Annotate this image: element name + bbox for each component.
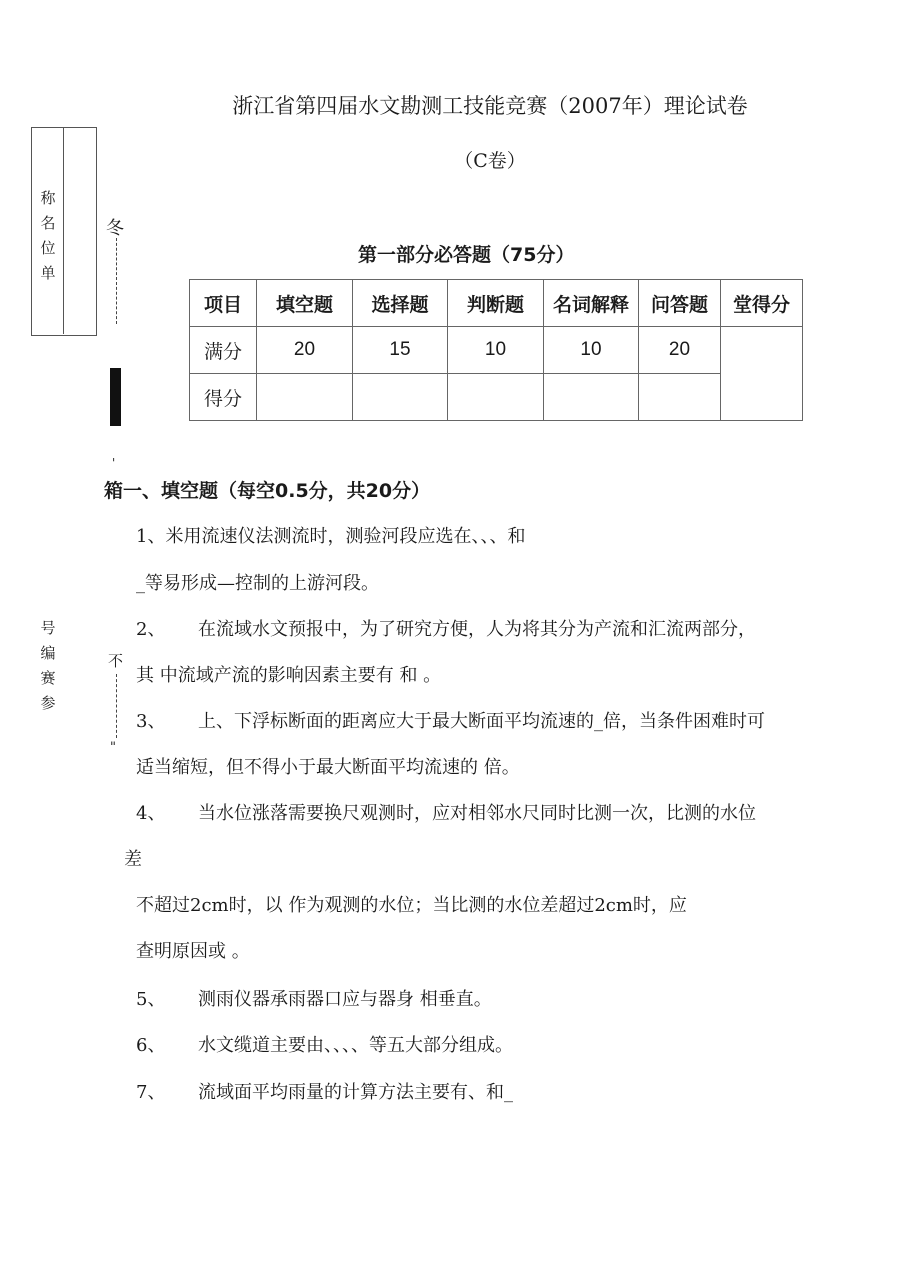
full-score-cell: 20 (257, 327, 353, 374)
score-table-header-row (190, 280, 803, 327)
got-score-cell[interactable] (544, 374, 639, 421)
got-score-cell[interactable] (353, 374, 448, 421)
got-score-cell[interactable] (639, 374, 721, 421)
q5-text: 测雨仪器承雨器口应与器身 相垂直。 (198, 989, 492, 1010)
q4-number: 4、 (136, 803, 166, 824)
full-score-label: 满分 (190, 327, 257, 374)
q3-text: 上、下浮标断面的距离应大于最大断面平均流速的_倍，当条件困难时可 (198, 711, 765, 732)
exam-title: 浙江省第四届水文勘测工技能竞赛（2007年）理论试卷 (232, 94, 748, 118)
id-char: 号 (40, 619, 56, 637)
id-char: 参 (40, 694, 56, 712)
header-cell: 名词解释 (544, 280, 639, 327)
q4-line3: 不超过2cm时，以 作为观测的水位；当比测的水位差超过2cm时，应 (136, 895, 687, 916)
full-score-row (190, 327, 803, 374)
q7-line1 (136, 1078, 513, 1104)
margin-dash-line-2 (116, 674, 117, 738)
q4-line1 (136, 799, 756, 825)
full-score-cell: 20 (639, 327, 721, 374)
id-char: 编 (40, 644, 56, 662)
q6-text: 水文缆道主要由、、、、等五大部分组成。 (198, 1035, 513, 1056)
header-cell: 问答题 (639, 280, 721, 327)
section1-heading: 箱一、填空题（每空0.5分，共20分） (104, 480, 431, 502)
margin-mark-no: 不 (108, 652, 124, 670)
q1-line2: _等易形成—控制的上游河段。 (136, 573, 379, 594)
q2-line1 (136, 615, 756, 641)
full-score-cell: 15 (353, 327, 448, 374)
q7-number: 7、 (136, 1082, 166, 1103)
score-table (189, 279, 803, 421)
got-score-cell[interactable] (448, 374, 544, 421)
id-char: 赛 (40, 669, 56, 687)
header-cell: 选择题 (353, 280, 448, 327)
q1-line1: 1、米用流速仪法测流时，测验河段应选在、、、和 (136, 526, 526, 547)
q7-text: 流域面平均雨量的计算方法主要有、和_ (198, 1082, 513, 1103)
header-cell: 填空题 (257, 280, 353, 327)
got-score-cell[interactable] (257, 374, 353, 421)
margin-quote-mark: " (110, 740, 116, 755)
margin-mark-winter: 冬 (106, 218, 124, 239)
total-score-cell[interactable] (721, 327, 803, 421)
part1-title: 第一部分必答题（75分） (358, 244, 575, 266)
header-cell: 堂得分 (721, 280, 803, 327)
unit-char: 单 (40, 264, 56, 282)
unit-name-label (38, 186, 58, 286)
full-score-cell: 10 (448, 327, 544, 374)
margin-tick: ' (112, 456, 116, 470)
q2-text: 在流域水文预报中，为了研究方便，人为将其分为产流和汇流两部分， (198, 619, 756, 640)
full-score-cell: 10 (544, 327, 639, 374)
q4-text: 当水位涨落需要换尺观测时，应对相邻水尺同时比测一次，比测的水位 (198, 803, 756, 824)
unit-char: 位 (40, 239, 56, 257)
q3-number: 3、 (136, 711, 166, 732)
q6-number: 6、 (136, 1035, 166, 1056)
exam-subtitle: （C卷） (454, 150, 526, 172)
q3-line1 (136, 707, 765, 733)
q4-line2: 差 (124, 849, 142, 870)
margin-dash-line (116, 238, 117, 324)
q6-line1 (136, 1031, 513, 1057)
q5-line1 (136, 985, 492, 1011)
q4-line4: 查明原因或 。 (136, 941, 250, 962)
contestant-id-label (38, 616, 58, 716)
unit-char: 称 (40, 189, 56, 207)
margin-black-bar (110, 368, 121, 426)
unit-char: 名 (40, 214, 56, 232)
q2-number: 2、 (136, 619, 166, 640)
header-cell: 判断题 (448, 280, 544, 327)
got-score-label: 得分 (190, 374, 257, 421)
q5-number: 5、 (136, 989, 166, 1010)
got-score-row (190, 374, 803, 421)
header-cell: 项目 (190, 280, 257, 327)
q3-line2: 适当缩短，但不得小于最大断面平均流速的 倍。 (136, 757, 520, 778)
q2-line2: 其 中流域产流的影响因素主要有 和 。 (136, 665, 442, 686)
